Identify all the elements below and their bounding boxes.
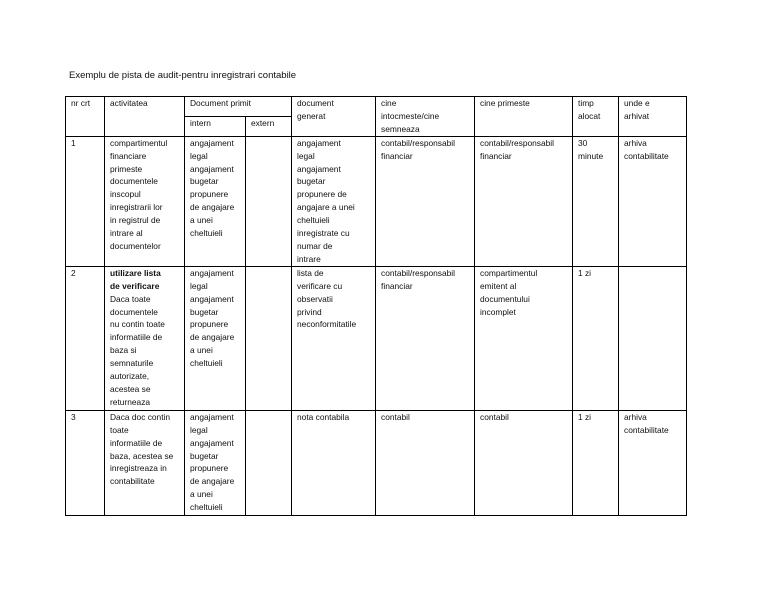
header-document-generat: document generat (292, 97, 376, 137)
cell-nr (66, 266, 105, 410)
cell-line: cheltuieli (190, 358, 223, 369)
cell-line: a unei (190, 215, 213, 226)
cell-line: 1 zi (578, 411, 592, 422)
cell-line: toate (110, 424, 129, 435)
cell-line: baza si (110, 345, 137, 356)
cell-line: financiar (381, 150, 413, 161)
cell-line: propunere (190, 319, 229, 330)
header-activitatea: activitatea (105, 97, 185, 137)
cell-extern (246, 266, 292, 410)
cell-intern (185, 410, 246, 515)
table-row (66, 410, 687, 515)
cell-line: contabil (381, 411, 410, 422)
cell-cine-intocmeste (376, 410, 475, 515)
cell-line: angajament (190, 163, 234, 174)
cell-line: contabilitate (110, 476, 155, 487)
cell-line: in registrul de (110, 215, 161, 226)
cell-line: bugetar (190, 306, 219, 317)
header-nr-crt: nr crt (66, 97, 105, 137)
header-row (66, 97, 687, 117)
cell-cine-primeste (475, 410, 573, 515)
cell-line: legal (190, 280, 208, 291)
cell-line: observatii (297, 293, 333, 304)
header-unde-arhivat: unde e arhivat (619, 97, 687, 137)
cell-line: angajament (297, 163, 341, 174)
cell-unde-arhivat (619, 136, 687, 266)
cell-line: autorizate, (110, 371, 150, 382)
cell-line: intrare al (110, 228, 143, 239)
cell-line: informatiile de (110, 332, 163, 343)
cell-line: utilizare lista (110, 267, 161, 278)
cell-document-generat (292, 410, 376, 515)
cell-line: inregistreaza in (110, 463, 167, 474)
cell-line: contabil/responsabil (381, 137, 456, 148)
cell-line: contabil/responsabil (480, 137, 555, 148)
cell-line: angajament (190, 137, 234, 148)
cell-line: angajament (297, 137, 341, 148)
cell-unde-arhivat (619, 410, 687, 515)
cell-line: a unei (190, 489, 213, 500)
cell-line: legal (297, 150, 315, 161)
cell-line: 1 (71, 137, 76, 148)
cell-line: documentelor (110, 240, 161, 251)
cell-line: bugetar (297, 176, 326, 187)
cell-line: financiar (480, 150, 512, 161)
cell-cine-intocmeste (376, 266, 475, 410)
cell-line: propunere (190, 463, 229, 474)
cell-activitatea (105, 136, 185, 266)
cell-line: acestea se (110, 383, 151, 394)
cell-line: compartimentul (110, 137, 168, 148)
document-title: Exemplu de pista de audit-pentru inregistrari contabile (69, 70, 297, 81)
cell-line: Daca toate (110, 293, 151, 304)
header-timp-alocat: timp alocat (573, 97, 619, 137)
cell-line: documentele (110, 306, 158, 317)
cell-line: Daca doc contin (110, 411, 171, 422)
header-extern: extern (246, 117, 292, 136)
cell-line: legal (190, 150, 208, 161)
cell-line: inscopul (110, 189, 141, 200)
cell-line: 30 (578, 137, 588, 148)
cell-line: 1 zi (578, 267, 592, 278)
audit-trail-table (65, 96, 687, 516)
cell-line: de verificare (110, 280, 160, 291)
cell-line: angajament (190, 293, 234, 304)
cell-line: inregistrate cu (297, 228, 350, 239)
cell-line: bugetar (190, 176, 219, 187)
header-cine-intocmeste: cine intocmeste/cine semneaza (376, 97, 475, 137)
cell-unde-arhivat (619, 266, 687, 410)
cell-line: privind (297, 306, 322, 317)
cell-extern (246, 136, 292, 266)
table-row (66, 136, 687, 266)
cell-intern (185, 266, 246, 410)
cell-line: cheltuieli (190, 502, 223, 513)
cell-line: cheltuieli (190, 228, 223, 239)
header-document-primit: Document primit (185, 97, 292, 117)
cell-activitatea (105, 266, 185, 410)
cell-timp-alocat (573, 266, 619, 410)
cell-line: financiare (110, 150, 147, 161)
cell-line: contabilitate (624, 424, 669, 435)
cell-line: compartimentul (480, 267, 538, 278)
cell-nr (66, 136, 105, 266)
cell-line: bugetar (190, 450, 219, 461)
cell-line: lista de (297, 267, 324, 278)
cell-line: neconformitatile (297, 319, 357, 330)
cell-line: nota contabila (297, 411, 350, 422)
cell-line: inregistrarii lor (110, 202, 163, 213)
cell-line: numar de (297, 240, 333, 251)
cell-line: 2 (71, 267, 76, 278)
cell-intern (185, 136, 246, 266)
cell-line: financiar (381, 280, 413, 291)
cell-cine-primeste (475, 266, 573, 410)
cell-line: documentele (110, 176, 158, 187)
cell-line: angajament (190, 267, 234, 278)
cell-line: angajament (190, 411, 234, 422)
cell-line: de angajare (190, 332, 235, 343)
cell-activitatea (105, 410, 185, 515)
cell-timp-alocat (573, 410, 619, 515)
cell-line: arhiva (624, 137, 647, 148)
cell-line: emitent al (480, 280, 517, 291)
cell-nr (66, 410, 105, 515)
cell-line: verificare cu (297, 280, 343, 291)
cell-line: 3 (71, 411, 76, 422)
cell-line: semnaturile (110, 358, 154, 369)
cell-line: intrare (297, 253, 321, 264)
cell-line: arhiva (624, 411, 647, 422)
cell-line: angajare a unei (297, 202, 355, 213)
cell-line: contabil/responsabil (381, 267, 456, 278)
cell-line: nu contin toate (110, 319, 165, 330)
table-row (66, 266, 687, 410)
cell-line: a unei (190, 345, 213, 356)
cell-extern (246, 410, 292, 515)
cell-line: cheltuieli (297, 215, 330, 226)
cell-line: primeste (110, 163, 143, 174)
cell-line: propunere de (297, 189, 347, 200)
cell-line: contabil (480, 411, 509, 422)
header-intern: intern (185, 117, 246, 136)
cell-document-generat (292, 136, 376, 266)
cell-line: informatiile de (110, 437, 163, 448)
cell-line: returneaza (110, 396, 151, 407)
cell-line: documentului (480, 293, 530, 304)
cell-line: incomplet (480, 306, 516, 317)
cell-line: propunere (190, 189, 229, 200)
cell-cine-primeste (475, 136, 573, 266)
cell-line: contabilitate (624, 150, 669, 161)
cell-line: de angajare (190, 202, 235, 213)
cell-line: legal (190, 424, 208, 435)
cell-cine-intocmeste (376, 136, 475, 266)
cell-line: angajament (190, 437, 234, 448)
cell-line: minute (578, 150, 604, 161)
cell-line: de angajare (190, 476, 235, 487)
header-cine-primeste: cine primeste (475, 97, 573, 137)
cell-timp-alocat (573, 136, 619, 266)
cell-document-generat (292, 266, 376, 410)
cell-line: baza, acestea se (110, 450, 174, 461)
